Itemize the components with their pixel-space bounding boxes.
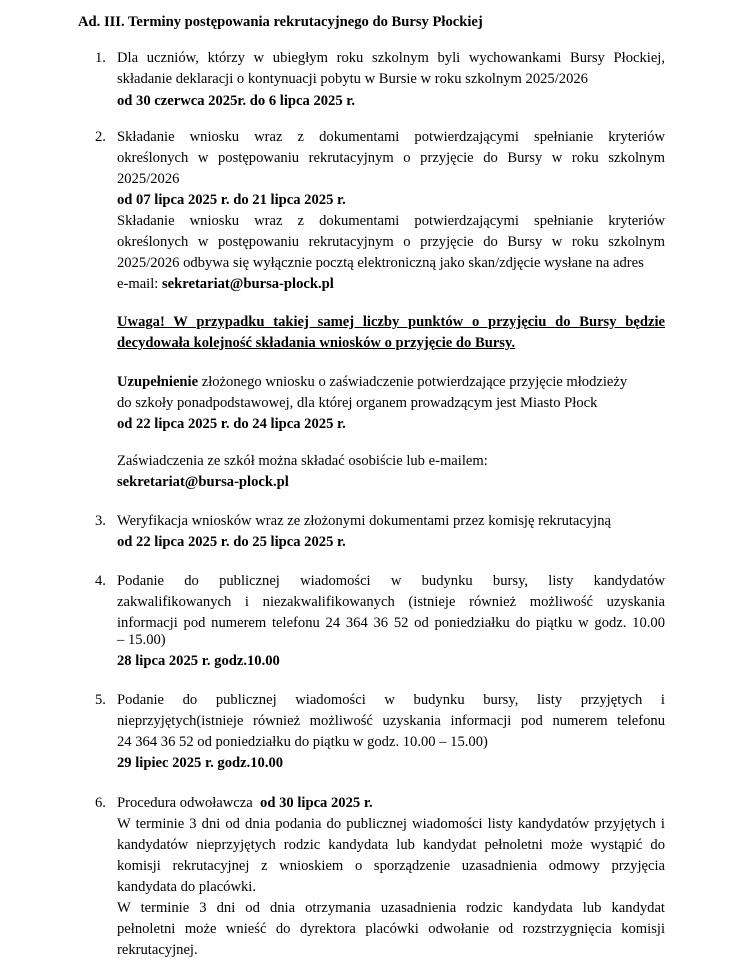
item-text-line: – 15.00)	[117, 632, 166, 648]
item-text-line: Składanie wniosku wraz z dokumentami potwierdzającymi spełnianie kryteriów	[117, 129, 665, 145]
supplement-label: Uzupełnienie	[117, 374, 199, 390]
item-date: od 30 czerwca 2025r. do 6 lipca 2025 r.	[117, 93, 356, 109]
item-text-line: pełnoletni może wnieść do dyrektora placówki odwołanie od rozstrzygnięcia komisji	[117, 921, 665, 937]
item-number: 3.	[95, 513, 106, 529]
certificates-line: Zaświadczenia ze szkół można składać osobiście lub e-mailem:	[117, 453, 488, 469]
item-text-line: W terminie 3 dni od dnia podania do publicznej wiadomości listy kandydatów przyjętych i	[117, 816, 665, 832]
item-text-line: Weryfikacja wniosków wraz ze złożonymi dokumentami przez komisję rekrutacyjną	[117, 513, 612, 529]
section-heading: Ad. III. Terminy postępowania rekrutacyjnego do Bursy Płockiej	[78, 14, 483, 30]
item-text-line: komisji rekrutacyjnej z wnioskiem o sporządzenie uzasadnienia odmowy przyjęcia	[117, 858, 665, 874]
item-text-line: określonych w postępowaniu rekrutacyjnym o przyjęcie do Bursy w roku szkolnym	[117, 150, 665, 166]
item-text-line: kandydatów nieprzyjętych rodzic kandydata lub kandydat pełnoletni może wystąpić do	[117, 837, 665, 853]
item-date: od 07 lipca 2025 r. do 21 lipca 2025 r.	[117, 192, 346, 208]
item-text-line: W terminie 3 dni od dnia otrzymania uzasadnienia rodzic kandydata lub kandydat	[117, 900, 665, 916]
item-text-line: nieprzyjętych(istnieje również możliwość uzyskania informacji pod numerem telefonu	[117, 713, 665, 729]
item-text-line: do szkoły ponadpodstawowej, dla której organem prowadzącym jest Miasto Płock	[117, 395, 598, 411]
item-text-line: 2025/2026	[117, 171, 180, 187]
email-address: sekretariat@bursa-plock.pl	[161, 276, 334, 292]
item-text-line: kandydata do placówki.	[117, 879, 257, 895]
item-date: od 22 lipca 2025 r. do 24 lipca 2025 r.	[117, 416, 346, 432]
supplement-text: złożonego wniosku o zaświadczenie potwierdzające przyjęcie młodzieży	[198, 374, 628, 390]
item-text-line: zakwalifikowanych i niezakwalifikowanych (istnieje również możliwość uzyskania	[117, 594, 665, 610]
item-title: Procedura odwoławcza	[117, 795, 253, 811]
item-number: 1.	[95, 50, 106, 66]
item-date: od 22 lipca 2025 r. do 25 lipca 2025 r.	[117, 534, 346, 550]
item-text-line: informacji pod numerem telefonu 24 364 36 52 od poniedziałku do piątku w godz. 10.00	[117, 615, 665, 631]
warning-line: Uwaga! W przypadku takiej samej liczby punktów o przyjęciu do Bursy będzie	[117, 314, 665, 330]
item-date: 28 lipca 2025 r. godz.10.00	[117, 653, 280, 669]
item-text-line: rekrutacyjnej.	[117, 942, 198, 958]
item-number: 2.	[95, 129, 106, 145]
email-prefix: e-mail:	[117, 276, 162, 292]
item-text-line: składanie deklaracji o kontynuacji pobytu w Bursie w roku szkolnym 2025/2026	[117, 71, 588, 87]
item-text-line: określonych w postępowaniu rekrutacyjnym o przyjęcie do Bursy w roku szkolnym	[117, 234, 665, 250]
supplement-line	[117, 373, 627, 391]
item-text-line: Podanie do publicznej wiadomości w budynku bursy, listy przyjętych i	[117, 692, 665, 708]
item-text-line: 2025/2026 odbywa się wyłącznie pocztą elektroniczną jako skan/zdjęcie wysłane na adres	[117, 255, 644, 271]
item-title-date: od 30 lipca 2025 r.	[260, 795, 373, 811]
warning-line: decydowała kolejność składania wniosków o przyjęcie do Bursy.	[117, 335, 516, 351]
item-number: 4.	[95, 573, 106, 589]
item-date: 29 lipiec 2025 r. godz.10.00	[117, 755, 284, 771]
item-number: 6.	[95, 795, 106, 811]
email-address: sekretariat@bursa-plock.pl	[117, 474, 289, 490]
item-title-line	[117, 794, 373, 812]
email-line	[117, 275, 334, 293]
item-text-line: Podanie do publicznej wiadomości w budynku bursy, listy kandydatów	[117, 573, 665, 589]
item-text-line: 24 364 36 52 od poniedziałku do piątku w godz. 10.00 – 15.00)	[117, 734, 488, 750]
item-text-line: Składanie wniosku wraz z dokumentami potwierdzającymi spełnianie kryteriów	[117, 213, 665, 229]
item-number: 5.	[95, 692, 106, 708]
item-text-line: Dla uczniów, którzy w ubiegłym roku szkolnym byli wychowankami Bursy Płockiej,	[117, 50, 665, 66]
